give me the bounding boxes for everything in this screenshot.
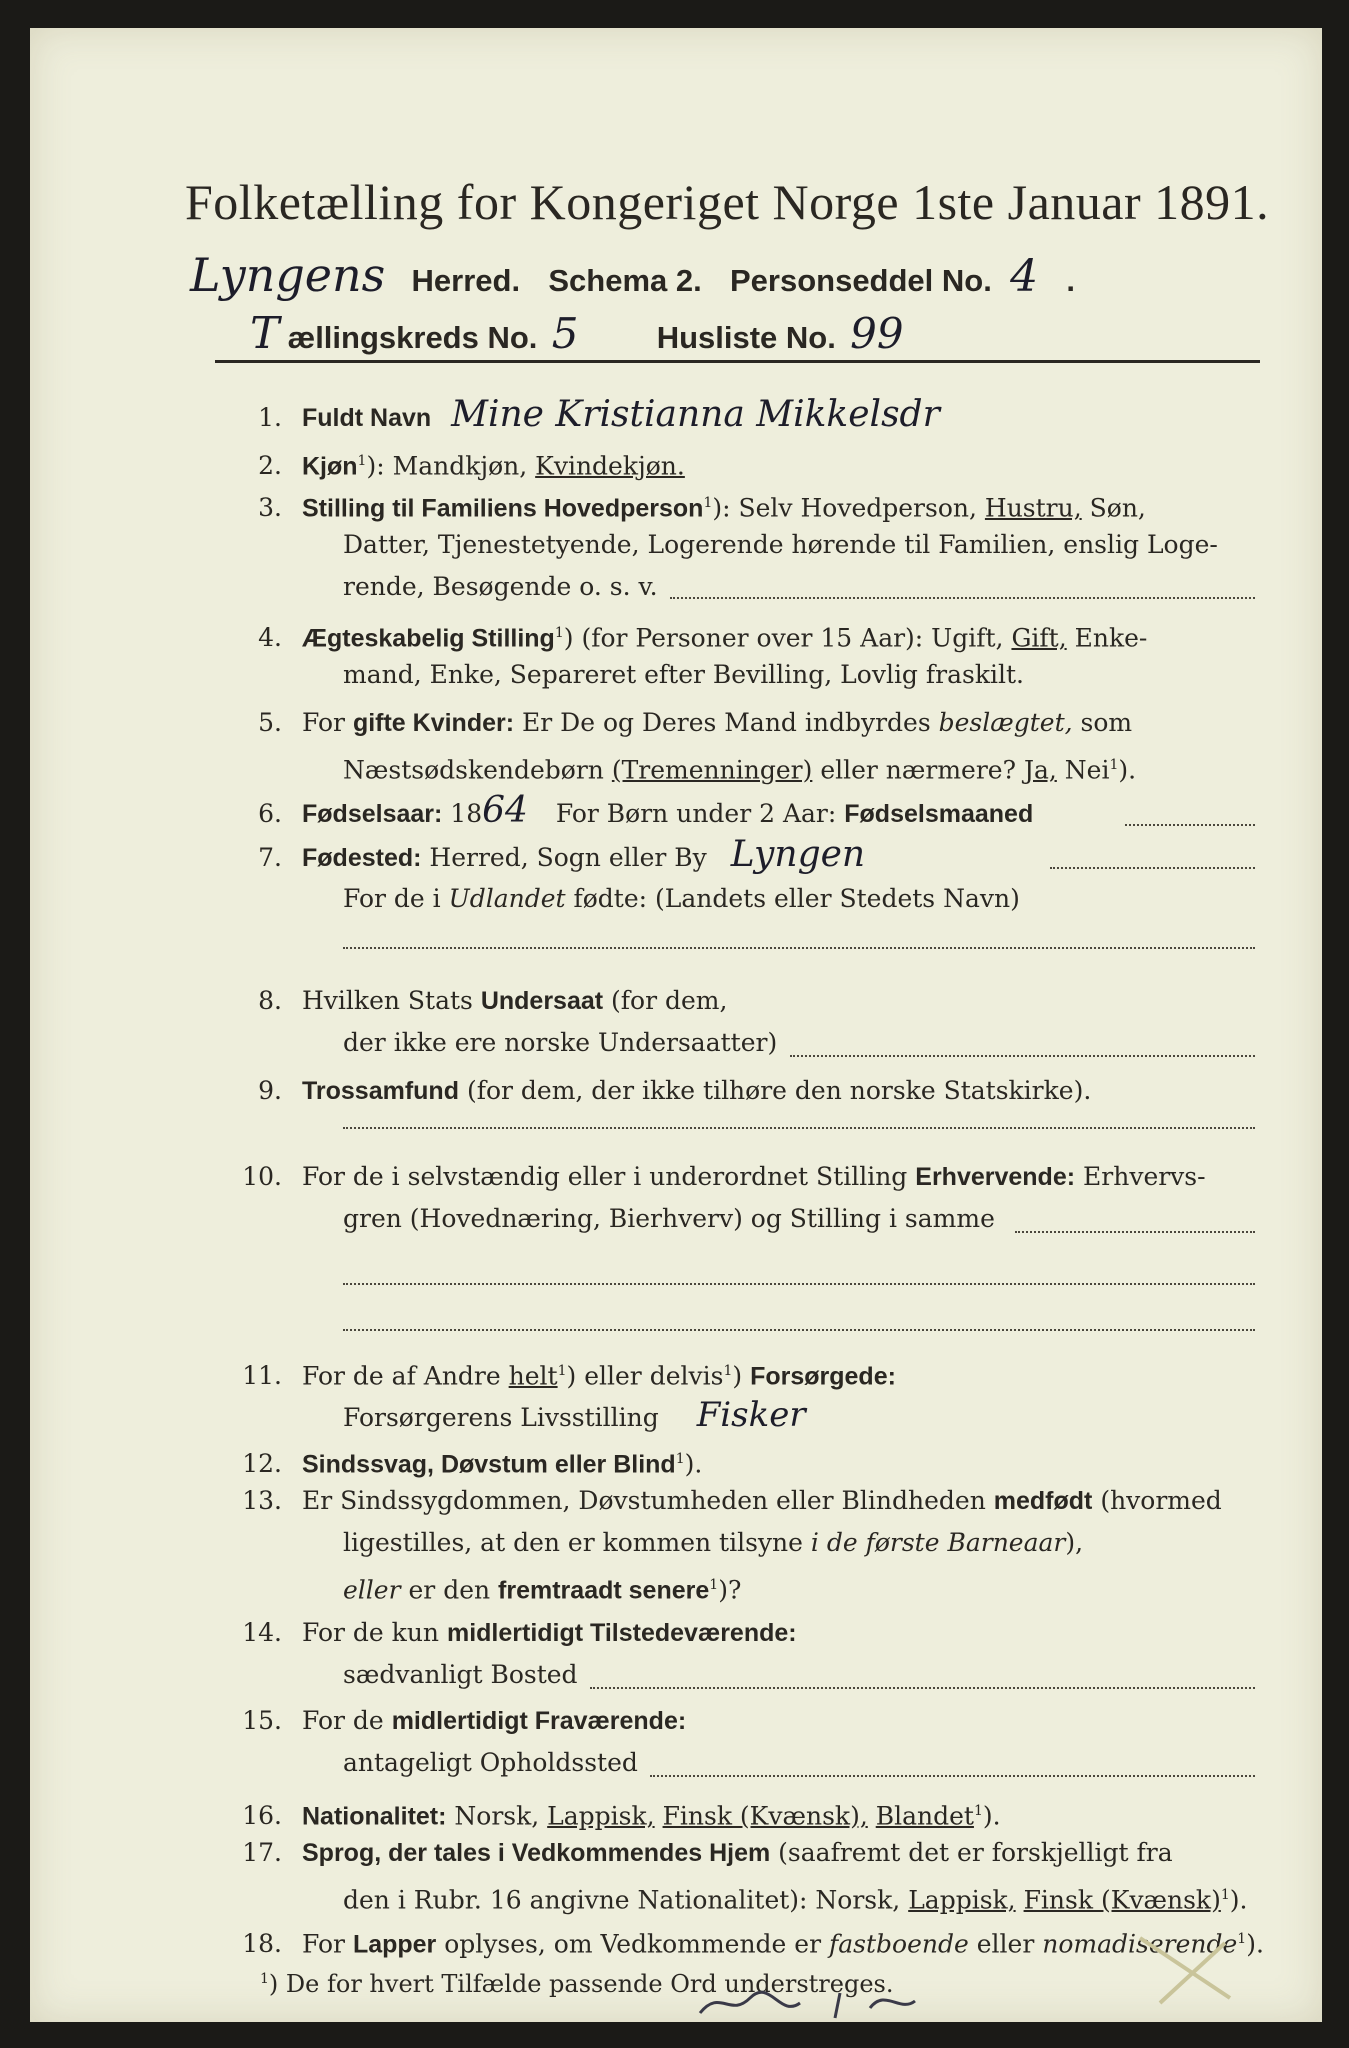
item-5-line-2 bbox=[343, 750, 1136, 785]
item-text: Er Sindssygdommen, Døvstumheden eller Blindheden bbox=[302, 1486, 986, 1515]
kreds-handwritten: T bbox=[250, 308, 280, 359]
dotted-line bbox=[343, 1126, 1255, 1129]
item-7-line-2 bbox=[343, 884, 1020, 914]
dotted-line bbox=[1015, 1230, 1255, 1233]
item-number: 12. bbox=[242, 1449, 282, 1479]
item-number: 15. bbox=[242, 1706, 282, 1735]
item-text-italic: Udlandet bbox=[448, 884, 566, 913]
item-number: 17. bbox=[242, 1838, 282, 1867]
underlined-option: Lappisk, bbox=[547, 1801, 655, 1831]
footnote-ref: 1 bbox=[675, 1451, 685, 1467]
item-label: gifte Kvinder: bbox=[352, 709, 515, 737]
item-label: Fuldt Navn bbox=[302, 404, 432, 432]
footnote-ref: 1 bbox=[357, 453, 367, 469]
item-label: midlertidigt Fraværende: bbox=[391, 1707, 687, 1735]
dotted-line bbox=[343, 1328, 1255, 1331]
item-text: Nei bbox=[1064, 755, 1110, 785]
item-label: Fødselsaar: bbox=[302, 800, 443, 828]
item-label: Stilling til Familiens Hovedperson bbox=[302, 494, 704, 523]
item-text: (for dem, bbox=[611, 986, 728, 1015]
footnote-ref: 1 bbox=[1237, 1931, 1247, 1947]
item-label: Fødselsmaaned bbox=[844, 800, 1034, 828]
item-label: Sindssvag, Døvstum eller Blind bbox=[302, 1450, 676, 1479]
item-13-line-3 bbox=[343, 1570, 741, 1605]
item-text: Enke- bbox=[1074, 623, 1148, 653]
underlined-option: Finsk (Kvænsk), bbox=[662, 1801, 868, 1831]
item-text: oplyses, om Vedkommende er bbox=[444, 1929, 822, 1959]
item-18 bbox=[220, 1924, 1264, 1959]
item-5 bbox=[220, 708, 1132, 738]
item-13-line-2 bbox=[343, 1528, 1083, 1558]
item-label: Ægteskabelig Stilling bbox=[302, 624, 555, 653]
dotted-line bbox=[670, 596, 1255, 599]
provider-occupation-handwritten: Fisker bbox=[696, 1395, 806, 1435]
underlined-option: Lappisk, bbox=[908, 1885, 1016, 1915]
item-label: Fødested: bbox=[302, 844, 422, 872]
item-text: ) bbox=[732, 1361, 743, 1391]
item-10-line-2: gren (Hovednæring, Bierhverv) og Stilling i samme bbox=[343, 1204, 995, 1233]
item-number: 8. bbox=[258, 986, 282, 1015]
personseddel-label: Personseddel No. bbox=[729, 263, 992, 298]
item-16 bbox=[220, 1796, 1001, 1831]
item-text: For de i selvstændig eller i underordnet Stilling bbox=[302, 1162, 908, 1191]
item-text: ). bbox=[982, 1801, 1001, 1831]
dotted-line bbox=[650, 1774, 1255, 1777]
herred-handwritten: Lyngens bbox=[190, 248, 386, 302]
pencil-cross-mark bbox=[1130, 1928, 1250, 2008]
item-text: er den bbox=[408, 1575, 491, 1605]
item-text: Hvilken Stats bbox=[302, 986, 473, 1015]
husliste-label: Husliste No. bbox=[656, 320, 836, 355]
birthplace-handwritten: Lyngen bbox=[730, 834, 866, 875]
item-text: fødte: (Landets eller Stedets Navn) bbox=[573, 884, 1020, 913]
item-number: 3. bbox=[258, 493, 282, 523]
item-number: 13. bbox=[242, 1486, 282, 1515]
item-text: For de i bbox=[343, 884, 441, 913]
item-label: Nationalitet: bbox=[302, 1802, 447, 1831]
underlined-option: (Tremenninger) bbox=[611, 755, 813, 785]
item-number: 6. bbox=[258, 799, 282, 828]
item-text: Søn, bbox=[1089, 493, 1146, 523]
dotted-line bbox=[343, 1282, 1255, 1285]
birth-year-handwritten: 64 bbox=[482, 790, 528, 831]
item-text: den i Rubr. 16 angivne Nationalitet): Norsk, bbox=[343, 1885, 901, 1915]
underlined-option: Blandet bbox=[875, 1801, 974, 1831]
footnote-ref: 1 bbox=[557, 1363, 567, 1379]
item-number: 9. bbox=[258, 1076, 282, 1105]
husliste-number: 99 bbox=[850, 309, 904, 358]
item-text: (hvormed bbox=[1100, 1486, 1222, 1515]
item-text: For de kun bbox=[302, 1618, 440, 1647]
item-text: ). bbox=[684, 1449, 703, 1479]
item-13 bbox=[220, 1486, 1222, 1516]
item-text-italic: eller bbox=[343, 1575, 401, 1605]
item-4 bbox=[220, 618, 1147, 653]
item-text: Erhvervs- bbox=[1083, 1162, 1206, 1191]
item-text: som bbox=[1080, 708, 1133, 737]
item-text: For de af Andre bbox=[302, 1361, 501, 1391]
item-label: Forsørgede: bbox=[750, 1362, 896, 1391]
handwritten-scribble bbox=[690, 1983, 930, 2023]
item-number: 10. bbox=[242, 1162, 282, 1191]
item-text: ): Selv Hovedperson, bbox=[712, 493, 977, 523]
item-text: Næstsødskendebørn bbox=[343, 755, 604, 785]
item-number: 16. bbox=[242, 1801, 282, 1831]
dotted-line bbox=[1125, 823, 1255, 826]
kreds-label: ællingskreds No. bbox=[287, 320, 538, 355]
item-text: ). bbox=[1229, 1885, 1248, 1915]
item-15-line-2: antageligt Opholdssted bbox=[343, 1748, 638, 1777]
footnote-ref: 1 bbox=[1109, 757, 1119, 773]
item-label: Kjøn bbox=[302, 452, 358, 481]
item-17 bbox=[220, 1838, 1173, 1868]
footnote-ref: 1 bbox=[973, 1803, 983, 1819]
item-text: (for dem, der ikke tilhøre den norske Statskirke). bbox=[466, 1076, 1092, 1105]
item-10 bbox=[220, 1162, 1206, 1192]
form-title: Folketælling for Kongeriget Norge 1ste Januar 1891. bbox=[185, 174, 1270, 230]
dotted-line bbox=[790, 1054, 1255, 1057]
item-text: ), bbox=[1065, 1528, 1084, 1557]
item-text: ) (for Personer over 15 Aar): Ugift, bbox=[563, 623, 1004, 653]
header-line-2 bbox=[250, 308, 904, 359]
item-label: Erhvervende: bbox=[915, 1163, 1076, 1191]
underlined-option: Finsk (Kvænsk) bbox=[1023, 1885, 1221, 1915]
dotted-line bbox=[1050, 866, 1255, 869]
item-label: Trossamfund bbox=[302, 1077, 459, 1105]
footnote-ref: 1 bbox=[1220, 1887, 1230, 1903]
item-label: Lapper bbox=[352, 1930, 437, 1959]
item-11 bbox=[220, 1356, 896, 1391]
item-text: For Børn under 2 Aar: bbox=[555, 799, 837, 828]
item-number: 4. bbox=[258, 623, 282, 653]
item-2 bbox=[220, 446, 685, 481]
underlined-option: Ja, bbox=[1023, 755, 1057, 785]
personseddel-number: 4 bbox=[1010, 251, 1039, 302]
item-text-italic: fastboende bbox=[829, 1929, 969, 1959]
item-text: For bbox=[302, 708, 345, 737]
item-6 bbox=[220, 790, 1034, 831]
item-text-italic: i de første Barneaar bbox=[810, 1528, 1066, 1557]
item-8-line-2: der ikke ere norske Undersaatter) bbox=[343, 1028, 778, 1057]
footnote-ref: 1 bbox=[260, 1971, 269, 1987]
item-number: 11. bbox=[242, 1361, 282, 1391]
item-text: eller bbox=[976, 1929, 1035, 1959]
underlined-option: Hustru, bbox=[984, 493, 1082, 523]
item-text: Norsk, bbox=[454, 1801, 540, 1831]
item-text: ): Mandkjøn, bbox=[366, 451, 528, 481]
header-line-1 bbox=[190, 248, 1075, 302]
item-text: Forsørgerens Livsstilling bbox=[343, 1403, 659, 1432]
item-text: ) eller delvis bbox=[566, 1361, 724, 1391]
item-4-line-2: mand, Enke, Separeret efter Bevilling, Lovlig fraskilt. bbox=[343, 660, 1024, 689]
item-text: eller nærmere? bbox=[820, 755, 1016, 785]
item-text: ). bbox=[1246, 1929, 1264, 1959]
item-number: 7. bbox=[258, 843, 282, 872]
item-8 bbox=[220, 986, 727, 1016]
item-12 bbox=[220, 1444, 702, 1479]
item-3-line-2: Datter, Tjenestetyende, Logerende hørende til Familien, enslig Loge- bbox=[343, 530, 1218, 559]
item-text: (saafremt det er forskjelligt fra bbox=[778, 1838, 1173, 1867]
footnote-ref: 1 bbox=[723, 1363, 733, 1379]
item-9 bbox=[220, 1076, 1091, 1106]
item-label: fremtraadt senere bbox=[498, 1576, 710, 1605]
item-text: 18 bbox=[450, 799, 483, 828]
item-text-italic: nomadiserende bbox=[1042, 1929, 1238, 1959]
underlined-option: Gift, bbox=[1011, 623, 1067, 653]
item-text: ). bbox=[1118, 755, 1137, 785]
dotted-line bbox=[343, 946, 1255, 949]
item-number: 1. bbox=[258, 403, 282, 432]
item-11-line-2 bbox=[343, 1395, 806, 1435]
item-text-italic: beslægtet, bbox=[938, 708, 1073, 737]
item-1 bbox=[220, 394, 940, 435]
item-number: 14. bbox=[242, 1618, 282, 1647]
item-7 bbox=[220, 834, 866, 875]
item-15 bbox=[220, 1706, 686, 1736]
kreds-number: 5 bbox=[551, 309, 579, 358]
item-text: Er De og Deres Mand indbyrdes bbox=[522, 708, 931, 737]
footnote-text: ) De for hvert Tilfælde passende Ord understreges. bbox=[268, 1970, 894, 1998]
item-17-line-2 bbox=[343, 1880, 1247, 1915]
header-rule bbox=[215, 360, 1260, 363]
dotted-line bbox=[590, 1686, 1255, 1689]
header-dot: . bbox=[1066, 263, 1075, 298]
item-text: Herred, Sogn eller By bbox=[429, 843, 707, 872]
item-label: Undersaat bbox=[480, 987, 604, 1015]
item-number: 2. bbox=[258, 451, 282, 481]
schema-label: Schema 2. bbox=[548, 263, 702, 298]
item-label: medfødt bbox=[993, 1487, 1093, 1515]
item-number: 5. bbox=[258, 708, 282, 737]
footnote-ref: 1 bbox=[709, 1577, 719, 1593]
item-3-line-3: rende, Besøgende o. s. v. bbox=[343, 572, 658, 601]
item-text: )? bbox=[718, 1575, 742, 1605]
census-form bbox=[30, 28, 1322, 2022]
item-label: Sprog, der tales i Vedkommendes Hjem bbox=[302, 1839, 771, 1867]
item-14 bbox=[220, 1618, 797, 1648]
item-number: 18. bbox=[242, 1929, 282, 1959]
item-3 bbox=[220, 488, 1146, 523]
footnote-ref: 1 bbox=[554, 625, 564, 641]
underlined-option: helt bbox=[508, 1361, 558, 1391]
item-label: midlertidigt Tilstedeværende: bbox=[446, 1619, 797, 1647]
herred-label: Herred. bbox=[411, 263, 521, 298]
item-text: For bbox=[302, 1929, 345, 1959]
full-name-handwritten: Mine Kristianna Mikkelsdr bbox=[451, 394, 940, 435]
underlined-option: Kvindekjøn. bbox=[535, 451, 685, 481]
footnote-ref: 1 bbox=[703, 495, 713, 511]
item-text: For de bbox=[302, 1706, 384, 1735]
item-14-line-2: sædvanligt Bosted bbox=[343, 1660, 578, 1689]
item-text: ligestilles, at den er kommen tilsyne bbox=[343, 1528, 803, 1557]
